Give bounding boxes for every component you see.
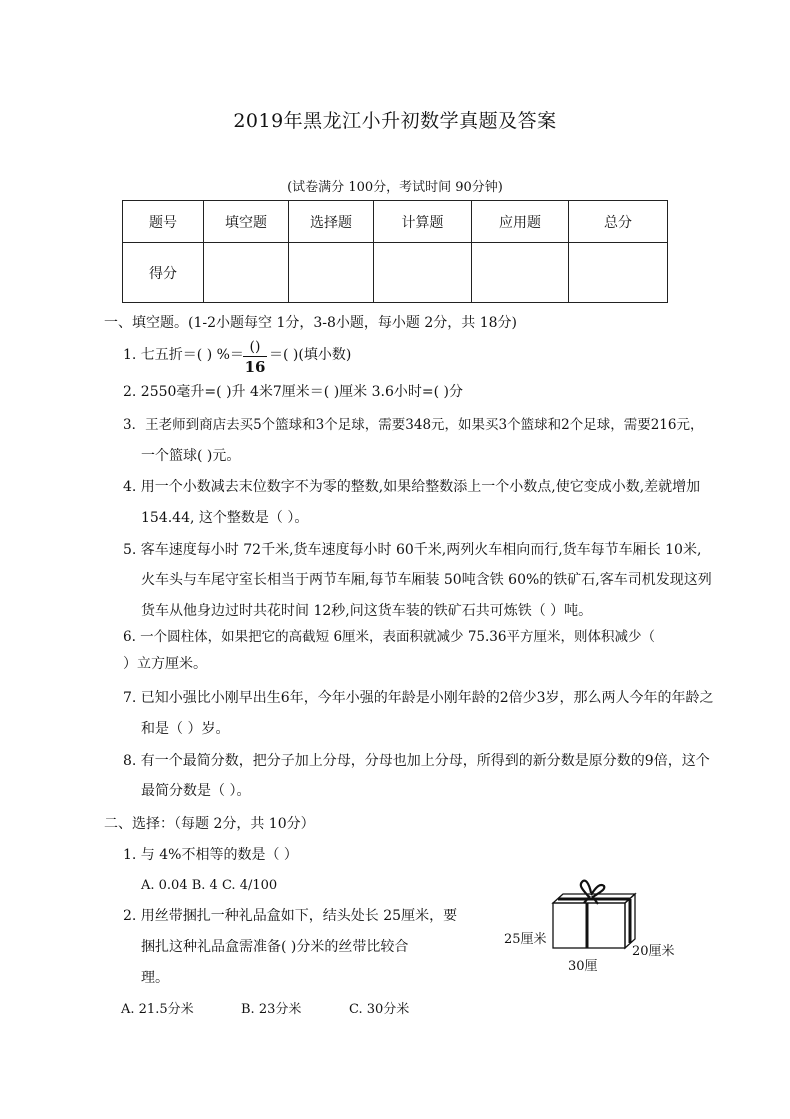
header-cell: 选择题 xyxy=(289,201,374,243)
row-label-cell: 得分 xyxy=(123,243,204,303)
s2-q2-line3: 理。 xyxy=(141,970,169,986)
q6-line2: ）立方厘米。 xyxy=(123,656,207,672)
header-cell: 填空题 xyxy=(204,201,289,243)
exam-info: (试卷满分 100分，考试时间 90分钟) xyxy=(287,180,503,195)
q6-line1: 6. 一个圆柱体，如果把它的高截短 6厘米，表面积就减少 75.36平方厘米，则体积减少（ xyxy=(123,629,655,645)
q5-line3: 货车从他身边过时共花时间 12秒,问这货车装的铁矿石共可炼铁（ ）吨。 xyxy=(141,603,593,619)
score-table xyxy=(122,200,668,303)
score-table-header-row xyxy=(123,201,668,243)
s2-q1-options: A. 0.04 B. 4 C. 4/100 xyxy=(141,878,278,893)
q8-line2: 最简分数是（ ）。 xyxy=(141,783,251,799)
gift-box-figure xyxy=(500,875,690,975)
fraction-denominator: 16 xyxy=(244,358,266,376)
score-cell xyxy=(289,243,374,303)
q2-text: 2. 2550毫升=( )升 4米7厘米＝( )厘米 3.6小时=( )分 xyxy=(123,384,463,400)
s2-q2-line2: 捆扎这种礼品盒需准备( )分米的丝带比较合 xyxy=(141,939,409,955)
q4-line2: 154.44, 这个整数是（ ）。 xyxy=(141,510,309,526)
section2-heading: 二、选择：（每题 2分，共 10分） xyxy=(104,816,315,832)
header-cell: 应用题 xyxy=(472,201,569,243)
page-title: 2019年黑龙江小升初数学真题及答案 xyxy=(233,110,557,132)
section1-heading: 一、填空题。(1-2小题每空 1分，3-8小题，每小题 2分，共 18分) xyxy=(104,315,517,331)
q7-line1: 7. 已知小强比小刚早出生6年，今年小强的年龄是小刚年龄的2倍少3岁，那么两人今年的年龄之 xyxy=(123,690,714,706)
q1-text-before: 1. 七五折＝( ) %＝ xyxy=(123,347,244,363)
q3-line2: 一个篮球( )元。 xyxy=(141,448,241,464)
q4-line1: 4. 用一个小数减去末位数字不为零的整数,如果给整数添上一个小数点,使它变成小数,差就增加 xyxy=(123,479,701,495)
label-20cm: 20厘米 xyxy=(632,944,675,959)
box-front-face xyxy=(553,903,625,948)
q3-line1: 3．王老师到商店去买5个篮球和3个足球，需要348元，如果买3个篮球和2个足球，需要216元， xyxy=(123,417,704,433)
header-cell: 题号 xyxy=(123,201,204,243)
fraction-bar xyxy=(243,356,267,357)
s2-q2-option-a: A. 21.5分米 xyxy=(121,1002,194,1017)
s2-q2-line1: 2. 用丝带捆扎一种礼品盒如下，结头处长 25厘米，要 xyxy=(123,908,458,924)
label-30cm: 30厘 xyxy=(568,959,598,974)
score-cell xyxy=(204,243,289,303)
q8-line1: 8. 有一个最简分数，把分子加上分母，分母也加上分母，所得到的新分数是原分数的9倍，这个 xyxy=(123,753,710,769)
label-25cm: 25厘米 xyxy=(504,932,547,947)
q1-text-after: ＝( )(填小数) xyxy=(269,347,352,363)
s2-q2-option-b: B. 23分米 xyxy=(241,1002,302,1017)
header-cell: 计算题 xyxy=(374,201,472,243)
q1-fraction xyxy=(243,339,267,376)
q5-line2: 火车头与车尾守室长相当于两节车厢,每节车厢装 50吨含铁 60%的铁矿石,客车司机发现这列 xyxy=(141,572,712,588)
s2-q2-option-c: C. 30分米 xyxy=(349,1002,410,1017)
q7-line2: 和是（ ）岁。 xyxy=(141,721,230,737)
score-cell xyxy=(569,243,668,303)
header-cell: 总分 xyxy=(569,201,668,243)
score-table-score-row xyxy=(123,243,668,303)
score-cell xyxy=(374,243,472,303)
q5-line1: 5. 客车速度每小时 72千米,货车速度每小时 60千米,两列火车相向而行,货车每节车厢长 10米, xyxy=(123,542,702,558)
s2-q1-text: 1. 与 4%不相等的数是（ ） xyxy=(123,847,298,863)
score-cell xyxy=(472,243,569,303)
fraction-numerator: () xyxy=(249,339,261,355)
ribbon-bow-icon xyxy=(581,881,605,904)
ribbon xyxy=(558,899,630,948)
